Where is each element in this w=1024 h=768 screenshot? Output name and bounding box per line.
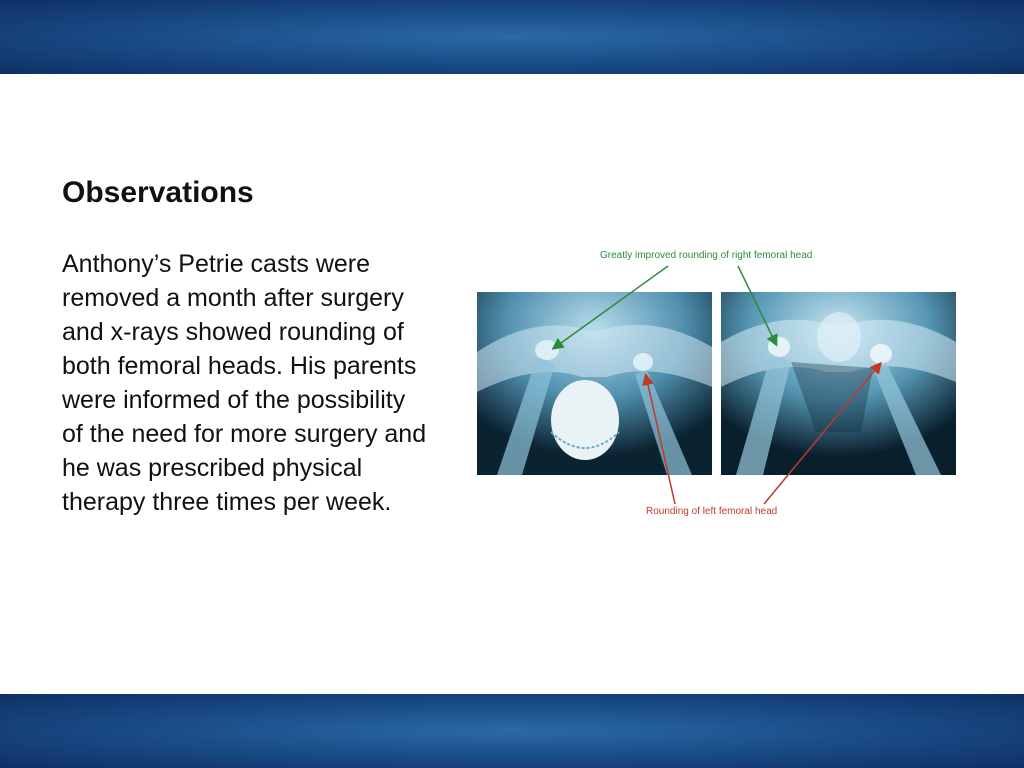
annotation-right-femoral-head: Greatly improved rounding of right femoral head xyxy=(600,250,813,261)
top-banner xyxy=(0,0,1024,74)
annotation-left-femoral-head: Rounding of left femoral head xyxy=(646,506,778,517)
xray-image-right xyxy=(721,292,956,475)
xray-image-left xyxy=(477,292,712,475)
xray-figure xyxy=(470,236,970,526)
slide-title: Observations xyxy=(62,176,254,209)
slide-body-text: Anthony’s Petrie casts were removed a month after surgery and x-rays showed rounding of both femoral heads. His parents were informed of the possibility of the need for more surgery and he was prescribed physical therapy three times per week. xyxy=(62,250,427,516)
bottom-banner xyxy=(0,694,1024,768)
